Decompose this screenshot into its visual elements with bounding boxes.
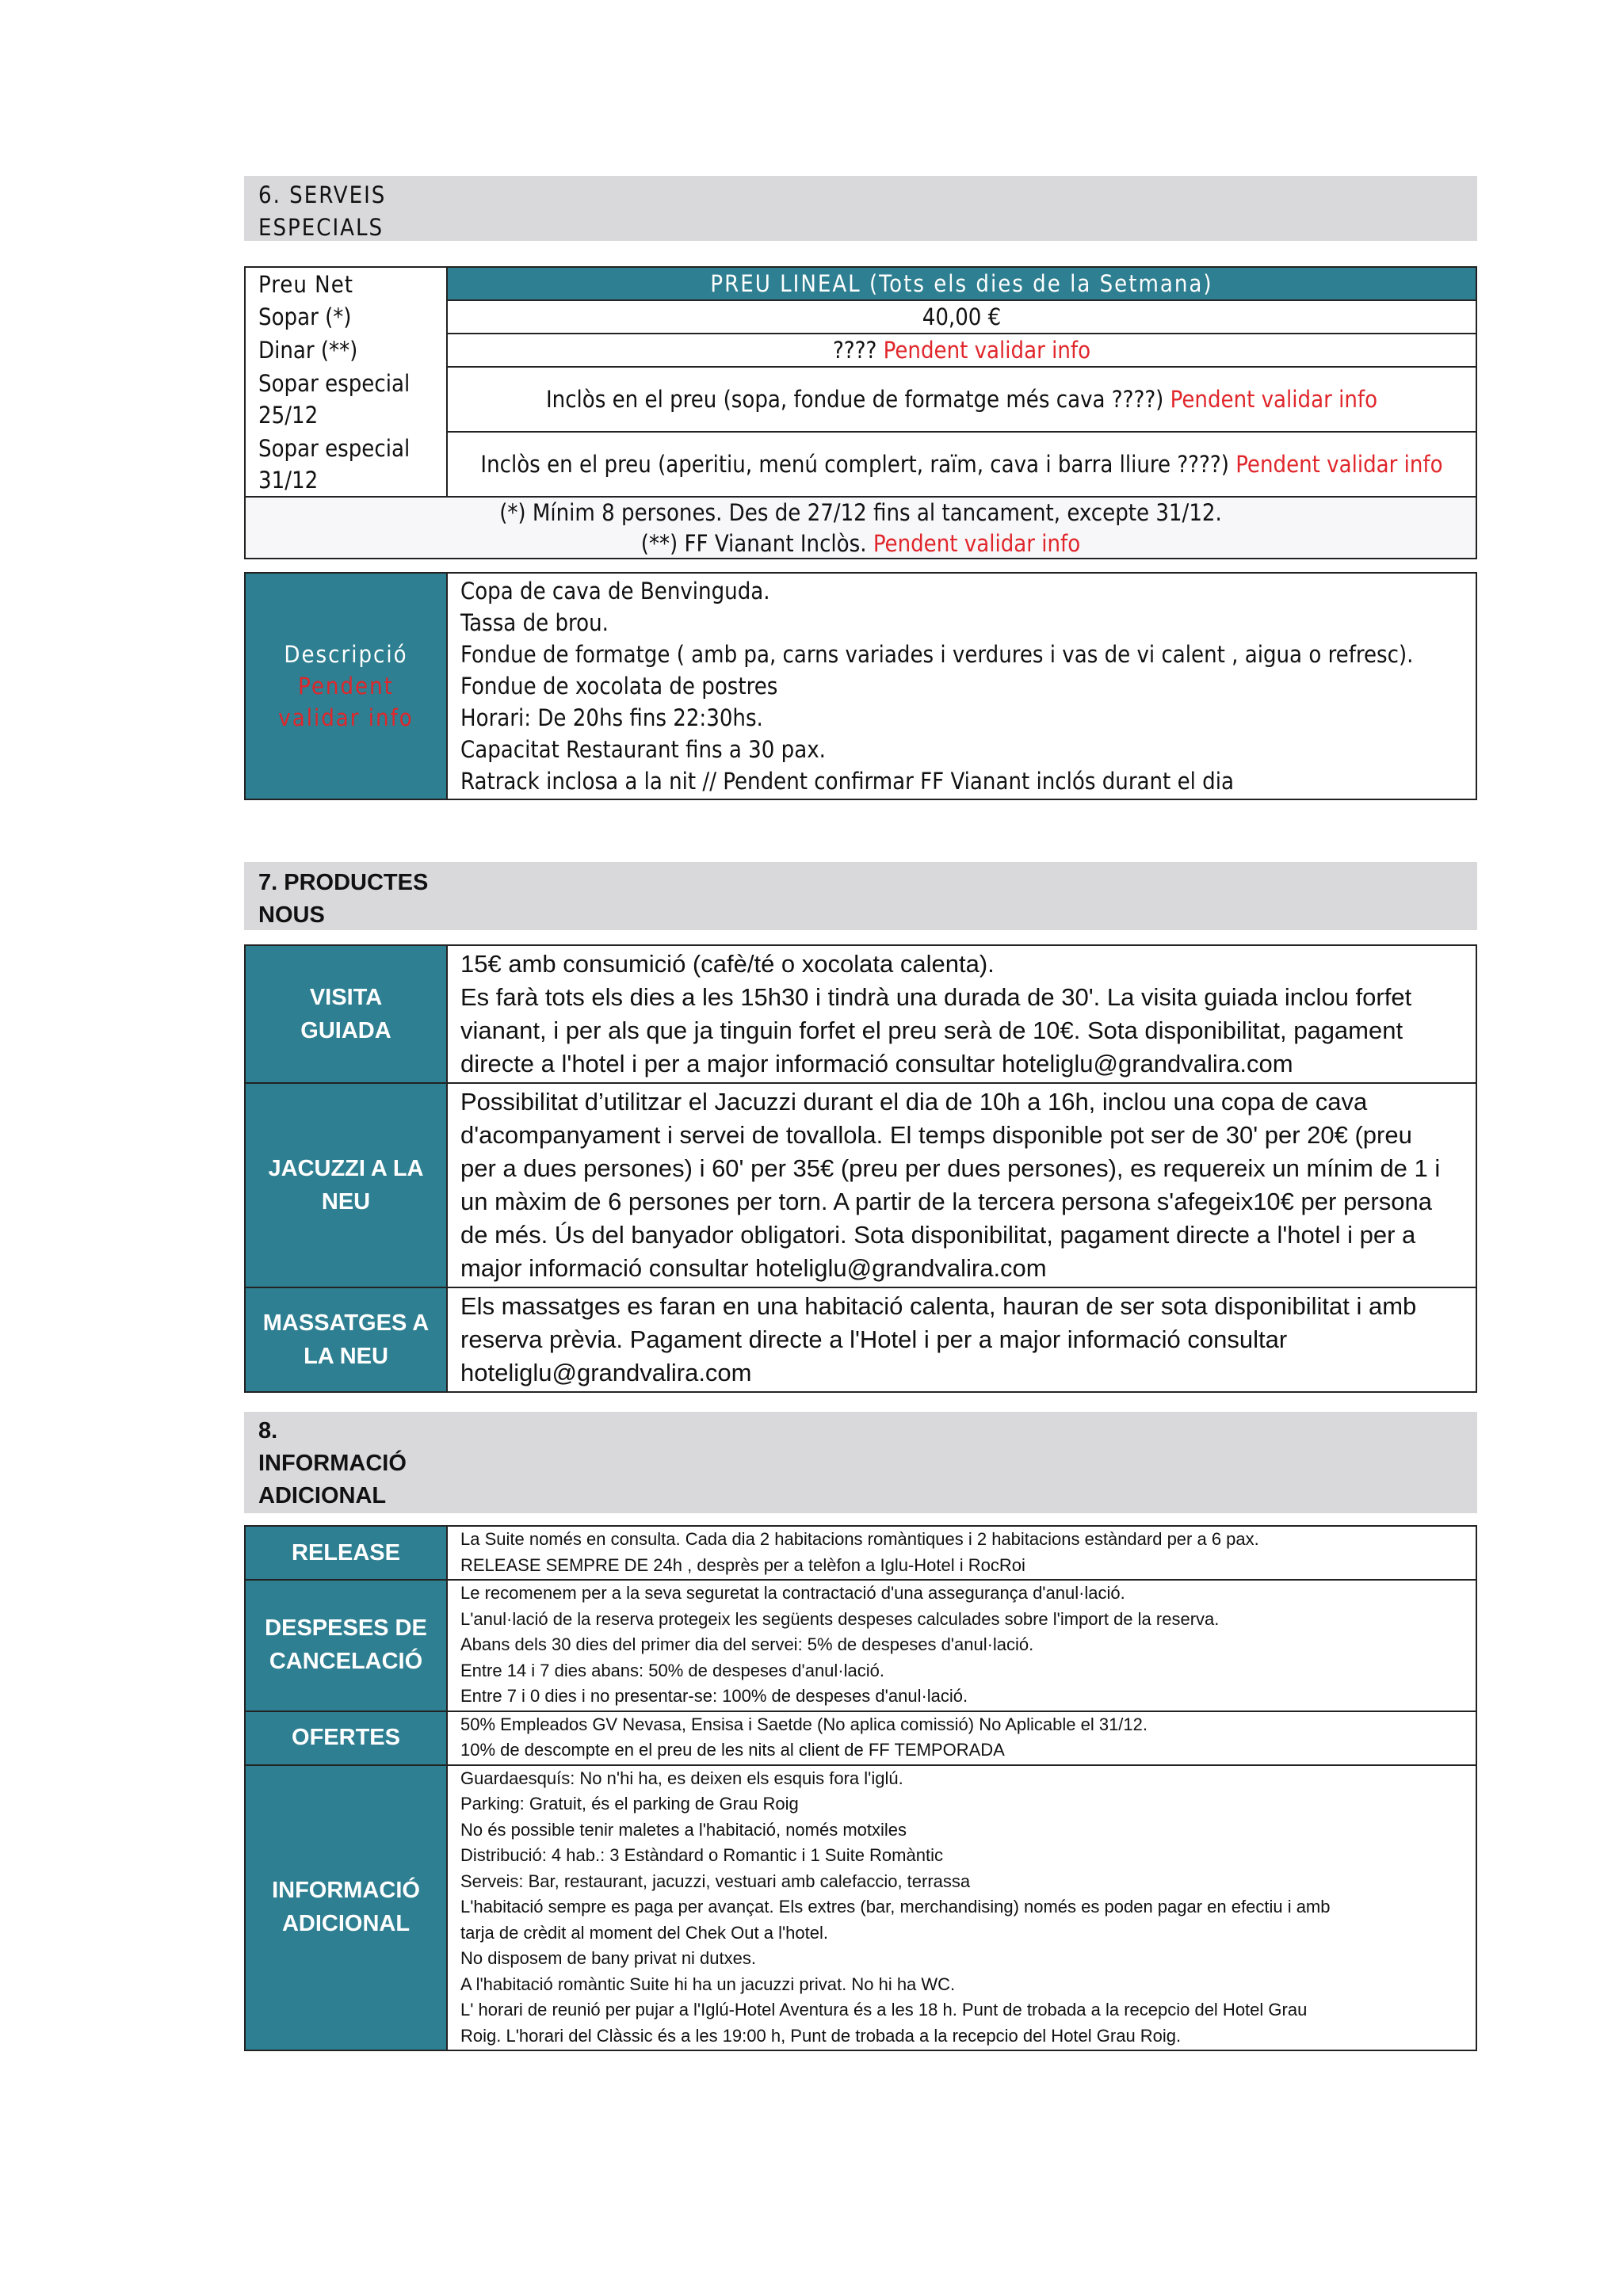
price-row-label bbox=[245, 432, 447, 497]
info-content bbox=[447, 1711, 1476, 1765]
price-row-label: Sopar (*) bbox=[245, 300, 447, 334]
product-content bbox=[447, 945, 1476, 1083]
section-7-title-line1: 7. PRODUCTES bbox=[258, 870, 429, 895]
info-line: Le recomenem per a la seva seguretat la contractació d'una assegurança d'anul·lació. bbox=[460, 1583, 1125, 1603]
price-note-line2 bbox=[246, 528, 1476, 559]
info-line: L'habitació sempre es paga per avançat. Els extres (bar, merchandising) només es poden pagar en efectiu i amb bbox=[460, 1897, 1331, 1917]
price-row-label-line2: 31/12 bbox=[258, 466, 319, 494]
price-header-label: Preu Net bbox=[245, 267, 447, 300]
info-line: Roig. L'horari del Clàssic és a les 19:00 h, Punt de trobada a la recepcio del Hotel Grau Roig. bbox=[460, 2025, 1182, 2046]
price-row-label-line2: 25/12 bbox=[258, 402, 319, 429]
info-content bbox=[447, 1526, 1476, 1580]
product-line: Possibilitat d’utilitzar el Jacuzzi durant el dia de 10h a 16h, inclou una copa de cava bbox=[460, 1088, 1368, 1116]
product-line: d'acompanyament i servei de tovallola. El temps disponible pot ser de 30' per 20€ (preu bbox=[460, 1121, 1412, 1149]
product-line: directe a l'hotel i per a major informació consultar hoteliglu@grandvalira.com bbox=[460, 1050, 1293, 1077]
info-line: Distribució: 4 hab.: 3 Estàndard o Romantic i 1 Suite Romàntic bbox=[460, 1845, 943, 1865]
info-table bbox=[244, 1525, 1477, 2051]
description-line: Tassa de brou. bbox=[460, 609, 609, 636]
pending-note: Pendent validar info bbox=[1235, 451, 1443, 478]
info-label bbox=[245, 1526, 447, 1580]
price-note-line2-text: (**) FF Vianant Inclòs. bbox=[640, 530, 867, 557]
description-pending-line2: validar info bbox=[278, 704, 414, 731]
info-label-line2: CANCELACIÓ bbox=[269, 1649, 423, 1675]
info-line: No és possible tenir maletes a l'habitació, només motxiles bbox=[460, 1819, 907, 1840]
info-content bbox=[447, 1765, 1476, 2051]
info-label-line1: DESPESES DE bbox=[265, 1615, 427, 1642]
product-label-line1: VISITA bbox=[309, 985, 383, 1010]
price-table bbox=[244, 266, 1477, 498]
section-6-title-line1: 6. SERVEIS bbox=[258, 181, 387, 208]
pending-note: Pendent validar info bbox=[1170, 386, 1378, 413]
product-label bbox=[245, 945, 447, 1083]
price-row-label-line1: Sopar especial bbox=[258, 370, 411, 397]
info-label bbox=[245, 1765, 447, 2051]
pending-note: Pendent validar info bbox=[883, 337, 1091, 364]
product-label bbox=[245, 1287, 447, 1392]
product-line: vianant, i per als que ja tinguin forfet el preu serà de 10€. Sota disponibilitat, pagament bbox=[460, 1016, 1403, 1044]
table-row bbox=[245, 367, 1476, 432]
info-label-line1: RELEASE bbox=[292, 1539, 400, 1566]
price-note-line1: (*) Mínim 8 persones. Des de 27/12 fins al tancament, excepte 31/12. bbox=[499, 499, 1222, 526]
table-row bbox=[245, 945, 1476, 1083]
info-label bbox=[245, 1711, 447, 1765]
info-line: Entre 14 i 7 dies abans: 50% de despeses d'anul·lació. bbox=[460, 1660, 884, 1680]
product-line: Es farà tots els dies a les 15h30 i tindrà una durada de 30'. La visita guiada inclou forfet bbox=[460, 983, 1412, 1011]
info-line: tarja de crèdit al moment del Chek Out a l'hotel. bbox=[460, 1922, 828, 1943]
table-row bbox=[245, 573, 1476, 799]
info-label-line1: OFERTES bbox=[292, 1725, 400, 1750]
price-header-value: PREU LINEAL (Tots els dies de la Setmana) bbox=[447, 267, 1476, 300]
product-label-line2: GUIADA bbox=[300, 1018, 391, 1043]
info-line: 10% de descompte en el preu de les nits al client de FF TEMPORADA bbox=[460, 1740, 1005, 1760]
product-line: hoteliglu@grandvalira.com bbox=[460, 1359, 752, 1386]
product-label-line2: LA NEU bbox=[304, 1344, 388, 1369]
description-line: Fondue de formatge ( amb pa, carns variades i verdures i vas de vi calent , aigua o refresc). bbox=[460, 641, 1414, 668]
description-label-text: Descripció bbox=[284, 641, 408, 668]
price-row-label bbox=[245, 367, 447, 432]
price-value: 40,00 € bbox=[922, 303, 1002, 330]
info-line: A l'habitació romàntic Suite hi ha un jacuzzi privat. No hi ha WC. bbox=[460, 1974, 956, 1994]
description-content bbox=[447, 573, 1476, 799]
description-pending-line1: Pendent bbox=[298, 673, 394, 700]
info-line: La Suite només en consulta. Cada dia 2 habitacions romàntiques i 2 habitacions estàndard per a 6 pax. bbox=[460, 1529, 1259, 1549]
product-content bbox=[447, 1287, 1476, 1392]
product-line: major informació consultar hoteliglu@grandvalira.com bbox=[460, 1254, 1047, 1282]
product-label-line1: MASSATGES A bbox=[262, 1310, 430, 1336]
price-value: Inclòs en el preu (aperitiu, menú complert, raïm, cava i barra lliure ????) bbox=[480, 451, 1229, 478]
price-notes bbox=[244, 496, 1477, 559]
table-row bbox=[245, 1287, 1476, 1392]
product-line: de més. Ús del banyador obligatori. Sota disponibilitat, pagament directe a l'hotel i per a bbox=[460, 1221, 1416, 1249]
price-row-label: Dinar (**) bbox=[245, 334, 447, 367]
products-table bbox=[244, 944, 1477, 1393]
info-line: Serveis: Bar, restaurant, jacuzzi, vestuari amb calefaccio, terrassa bbox=[460, 1871, 971, 1891]
section-8-title-line1: 8. bbox=[258, 1418, 278, 1444]
product-line: 15€ amb consumició (cafè/té o xocolata calenta). bbox=[460, 950, 995, 978]
section-7-header bbox=[244, 862, 1477, 930]
table-row bbox=[245, 1580, 1476, 1711]
table-row bbox=[245, 1711, 1476, 1765]
info-label-line2: ADICIONAL bbox=[281, 1911, 411, 1937]
info-line: 50% Empleados GV Nevasa, Ensisa i Saetde (No aplica comissió) No Aplicable el 31/12. bbox=[460, 1714, 1148, 1734]
info-line: L'anul·lació de la reserva protegeix les següents despeses calculades sobre l'import de la reserva. bbox=[460, 1608, 1220, 1629]
info-label-line1: INFORMACIÓ bbox=[272, 1878, 420, 1904]
product-label-line2: NEU bbox=[321, 1189, 371, 1215]
table-row bbox=[245, 432, 1476, 497]
info-line: Entre 7 i 0 dies i no presentar-se: 100% de despeses d'anul·lació. bbox=[460, 1686, 968, 1706]
price-row-value bbox=[447, 367, 1476, 432]
info-line: Abans dels 30 dies del primer dia del servei: 5% de despeses d'anul·lació. bbox=[460, 1634, 1034, 1654]
price-row-value bbox=[447, 334, 1476, 367]
product-line: Els massatges es faran en una habitació calenta, hauran de ser sota disponibilitat i amb bbox=[460, 1292, 1417, 1320]
info-line: L' horari de reunió per pujar a l'Iglú-Hotel Aventura és a les 18 h. Punt de trobada a la recepcio del Hotel Grau bbox=[460, 2000, 1308, 2019]
info-line: Parking: Gratuit, és el parking de Grau Roig bbox=[460, 1794, 799, 1814]
section-8-header bbox=[244, 1412, 1477, 1513]
description-line: Ratrack inclosa a la nit // Pendent confirmar FF Vianant inclós durant el dia bbox=[460, 768, 1234, 795]
description-line: Capacitat Restaurant fins a 30 pax. bbox=[460, 736, 826, 763]
description-table bbox=[244, 572, 1477, 800]
price-table-header-row bbox=[245, 267, 1476, 300]
section-8-title-line3: ADICIONAL bbox=[258, 1483, 387, 1508]
table-row bbox=[245, 334, 1476, 367]
section-7-title-line2: NOUS bbox=[258, 902, 325, 928]
price-row-value bbox=[447, 432, 1476, 497]
pending-note: Pendent validar info bbox=[873, 530, 1081, 557]
price-value: ???? bbox=[832, 337, 877, 364]
info-label bbox=[245, 1580, 447, 1711]
product-line: un màxim de 6 persones per torn. A partir de la tercera persona s'afegeix10€ per persona bbox=[460, 1188, 1432, 1215]
product-line: per a dues persones) i 60' per 35€ (preu per dues persones), es requereix un mínim de 1 i bbox=[460, 1154, 1441, 1182]
description-line: Horari: De 20hs fins 22:30hs. bbox=[460, 704, 763, 731]
info-line: No disposem de bany privat ni dutxes. bbox=[460, 1948, 756, 1968]
info-line: Guardaesquís: No n'hi ha, es deixen els esquis fora l'iglú. bbox=[460, 1768, 903, 1788]
description-label bbox=[245, 573, 447, 799]
table-row bbox=[245, 300, 1476, 334]
price-row-value bbox=[447, 300, 1476, 334]
price-value: Inclòs en el preu (sopa, fondue de formatge més cava ????) bbox=[545, 386, 1164, 413]
table-row bbox=[245, 1765, 1476, 2051]
section-6-title-line2: ESPECIALS bbox=[258, 214, 384, 241]
description-line: Copa de cava de Benvinguda. bbox=[460, 578, 770, 605]
product-content bbox=[447, 1083, 1476, 1287]
section-8-title-line2: INFORMACIÓ bbox=[258, 1451, 407, 1476]
price-row-label-line1: Sopar especial bbox=[258, 434, 411, 462]
product-line: reserva prèvia. Pagament directe a l'Hotel i per a major informació consultar bbox=[460, 1325, 1288, 1353]
table-row bbox=[245, 1526, 1476, 1580]
description-line: Fondue de xocolata de postres bbox=[460, 673, 778, 700]
product-label-line1: JACUZZI A LA bbox=[268, 1156, 424, 1181]
section-6-header bbox=[244, 176, 1477, 241]
info-content bbox=[447, 1580, 1476, 1711]
info-line: RELEASE SEMPRE DE 24h , desprès per a telèfon a Iglu-Hotel i RocRoi bbox=[460, 1554, 1025, 1575]
product-label bbox=[245, 1083, 447, 1287]
table-row bbox=[245, 1083, 1476, 1287]
